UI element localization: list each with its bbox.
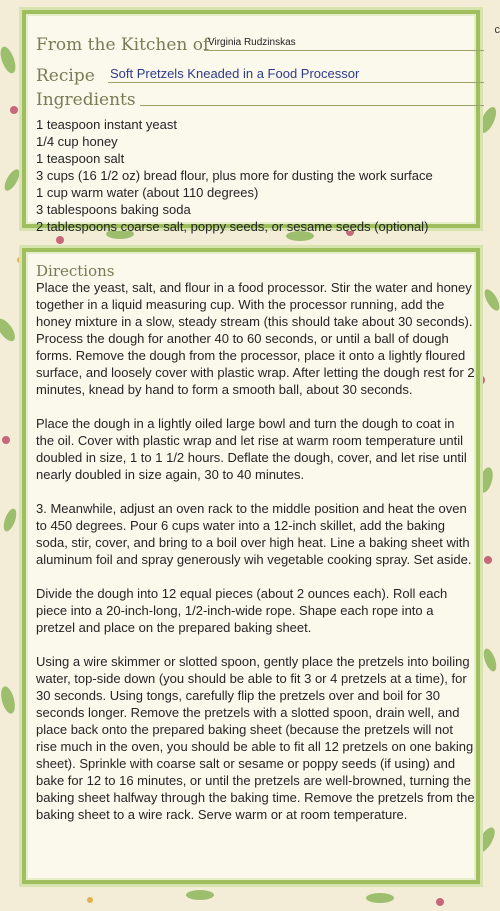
directions-text <box>36 279 476 840</box>
directions-paragraph: 3. Meanwhile, adjust an oven rack to the middle position and heat the oven to 450 degrees. Pour 6 cups water into a 12-inch skillet, add the baking soda, stir, cover, and bring to a boil over high heat. Line a baking sheet with aluminum foil and spray generously wih vegetable cooking spray. Set aside. <box>36 501 472 567</box>
ingredient-item: 3 tablespoons baking soda <box>36 202 191 217</box>
ingredient-item: 3 cups (16 1/2 oz) bread flour, plus more for dusting the work surface <box>36 168 433 183</box>
recipe-title: Soft Pretzels Kneaded in a Food Processor <box>110 66 360 81</box>
directions-paragraph: Place the dough in a lightly oiled large bowl and turn the dough to coat in the oil. Cover with plastic wrap and let rise at warm room temperature until doubled in size, 1 to 1 1/2 hours. Deflate the dough, cover, and let rise until nearly doubled in size again, 30 to 40 minutes. <box>36 416 467 482</box>
ingredient-item: 1/4 cup honey <box>36 134 118 149</box>
recipe-label: Recipe <box>36 66 95 86</box>
ingredient-item: 1 cup warm water (about 110 degrees) <box>36 185 259 200</box>
directions-paragraph: Divide the dough into 12 equal pieces (about 2 ounces each). Roll each piece into a 20-inch-long, 1/2-inch-wide rope. Shape each rope into a pretzel and place on the prepared baking sheet. <box>36 586 448 635</box>
ingredient-item: 1 teaspoon instant yeast <box>36 117 177 132</box>
ingredient-item: 1 teaspoon salt <box>36 151 125 166</box>
ingredients-label: Ingredients <box>36 90 136 110</box>
from-kitchen-label: From the Kitchen of <box>36 35 210 55</box>
directions-content <box>22 0 480 911</box>
directions-paragraph: Place the yeast, salt, and flour in a food processor. Stir the water and honey together in a liquid measuring cup. With the processor running, add the honey mixture in a slow, steady stream (this should take about 30 seconds). Process the dough for another 40 to 60 seconds, or until a ball of dough forms. Remove the dough from the processor, place it onto a lightly floured surface, and loosely cover with plastic wrap. After letting the dough rest for 2 minutes, knead by hand to form a smooth ball, about 30 seconds. <box>36 280 475 397</box>
ingredient-item: 2 tablespoons coarse salt, poppy seeds, or sesame seeds (optional) <box>36 219 429 234</box>
from-kitchen-value: Virginia Rudzinskas <box>208 37 296 48</box>
corner-mark: c <box>494 24 500 36</box>
directions-label: Directions <box>36 262 115 280</box>
directions-paragraph: Using a wire skimmer or slotted spoon, gently place the pretzels into boiling water, top-side down (you should be able to fit 3 or 4 pretzels at a time), for 30 seconds. Using tongs, carefully flip the pretzels over and boil for 30 seconds longer. Remove the pretzels with a slotted spoon, drain well, and place back onto the prepared baking sheet (because the pretzels will not rise much in the oven, you should be able to fit all 12 pretzels on one baking sheet). Sprinkle with coarse salt or sesame or poppy seeds (if using) and bake for 12 to 16 minutes, or until the pretzels are well-browned, turning the baking sheet halfway through the baking time. Remove the pretzels from the baking sheet to a wire rack. Serve warm or at room temperature. <box>36 654 475 822</box>
